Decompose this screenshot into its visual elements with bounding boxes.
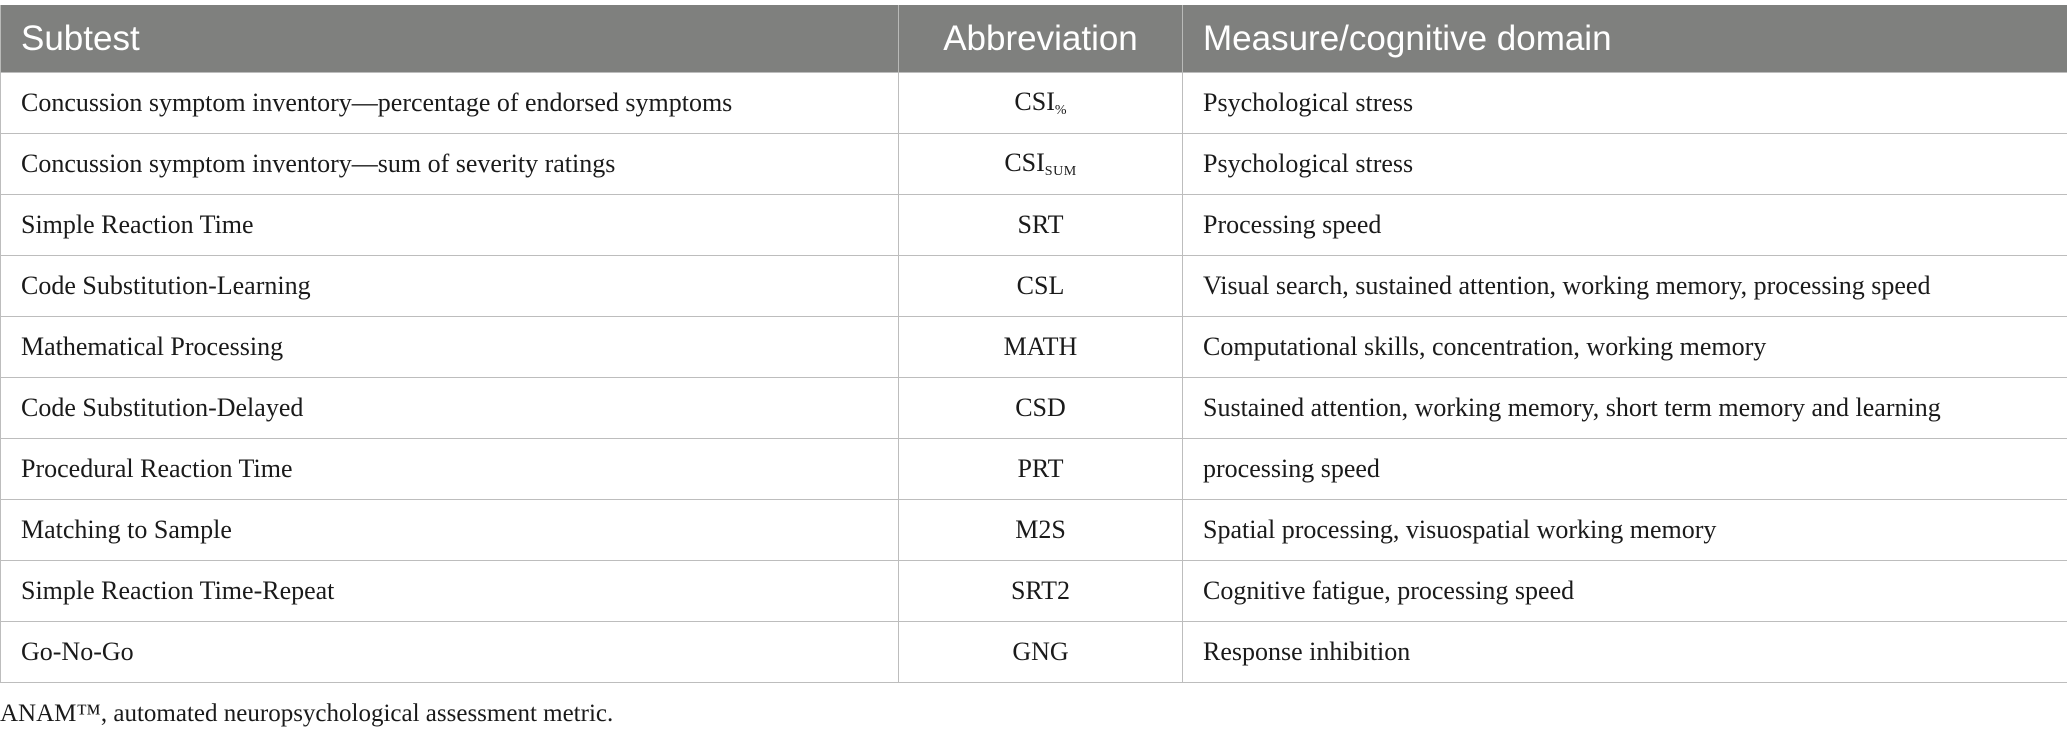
cell-abbreviation: GNG: [899, 622, 1183, 683]
header-measure: Measure/cognitive domain: [1183, 5, 2067, 73]
table-row: [1, 195, 2067, 256]
cell-measure: Psychological stress: [1183, 134, 2067, 195]
cell-abbreviation: MATH: [899, 317, 1183, 378]
cell-subtest: Go-No-Go: [1, 622, 899, 683]
cell-subtest: Simple Reaction Time: [1, 195, 899, 256]
cell-subtest: Code Substitution-Learning: [1, 256, 899, 317]
cell-measure: Computational skills, concentration, working memory: [1183, 317, 2067, 378]
table-row: [1, 317, 2067, 378]
cell-subtest: Procedural Reaction Time: [1, 439, 899, 500]
table-row: [1, 561, 2067, 622]
table-row: [1, 73, 2067, 134]
cell-abbreviation: SRT: [899, 195, 1183, 256]
cell-abbreviation: SRT2: [899, 561, 1183, 622]
cell-abbreviation: M2S: [899, 500, 1183, 561]
table-row: [1, 500, 2067, 561]
cell-measure: Sustained attention, working memory, short term memory and learning: [1183, 378, 2067, 439]
cell-subtest: Concussion symptom inventory—sum of severity ratings: [1, 134, 899, 195]
cell-abbreviation: CSD: [899, 378, 1183, 439]
table-body: [1, 73, 2067, 683]
cell-measure: Spatial processing, visuospatial working memory: [1183, 500, 2067, 561]
subtest-table: [0, 5, 2067, 683]
abbr-text: CSI: [1004, 148, 1045, 177]
cell-subtest: Concussion symptom inventory—percentage of endorsed symptoms: [1, 73, 899, 134]
cell-abbreviation: [899, 73, 1183, 134]
table-row: [1, 134, 2067, 195]
abbr-subscript: SUM: [1044, 164, 1077, 179]
cell-measure: Response inhibition: [1183, 622, 2067, 683]
table-header: [1, 5, 2067, 73]
cell-subtest: Simple Reaction Time-Repeat: [1, 561, 899, 622]
table-row: [1, 439, 2067, 500]
cell-measure: Processing speed: [1183, 195, 2067, 256]
cell-abbreviation: PRT: [899, 439, 1183, 500]
abbr-text: CSI: [1014, 87, 1055, 116]
table-footnote: ANAM™, automated neuropsychological assessment metric.: [0, 700, 614, 727]
header-subtest: Subtest: [1, 5, 899, 73]
cell-abbreviation: CSL: [899, 256, 1183, 317]
cell-abbreviation: [899, 134, 1183, 195]
abbr-subscript: %: [1054, 103, 1067, 118]
table-row: [1, 378, 2067, 439]
cell-subtest: Code Substitution-Delayed: [1, 378, 899, 439]
header-row: [1, 5, 2067, 73]
cell-measure: Psychological stress: [1183, 73, 2067, 134]
subtest-table-container: [0, 5, 2067, 683]
header-abbreviation: Abbreviation: [899, 5, 1183, 73]
table-row: [1, 622, 2067, 683]
cell-subtest: Mathematical Processing: [1, 317, 899, 378]
cell-measure: Visual search, sustained attention, working memory, processing speed: [1183, 256, 2067, 317]
cell-measure: processing speed: [1183, 439, 2067, 500]
cell-measure: Cognitive fatigue, processing speed: [1183, 561, 2067, 622]
table-row: [1, 256, 2067, 317]
cell-subtest: Matching to Sample: [1, 500, 899, 561]
